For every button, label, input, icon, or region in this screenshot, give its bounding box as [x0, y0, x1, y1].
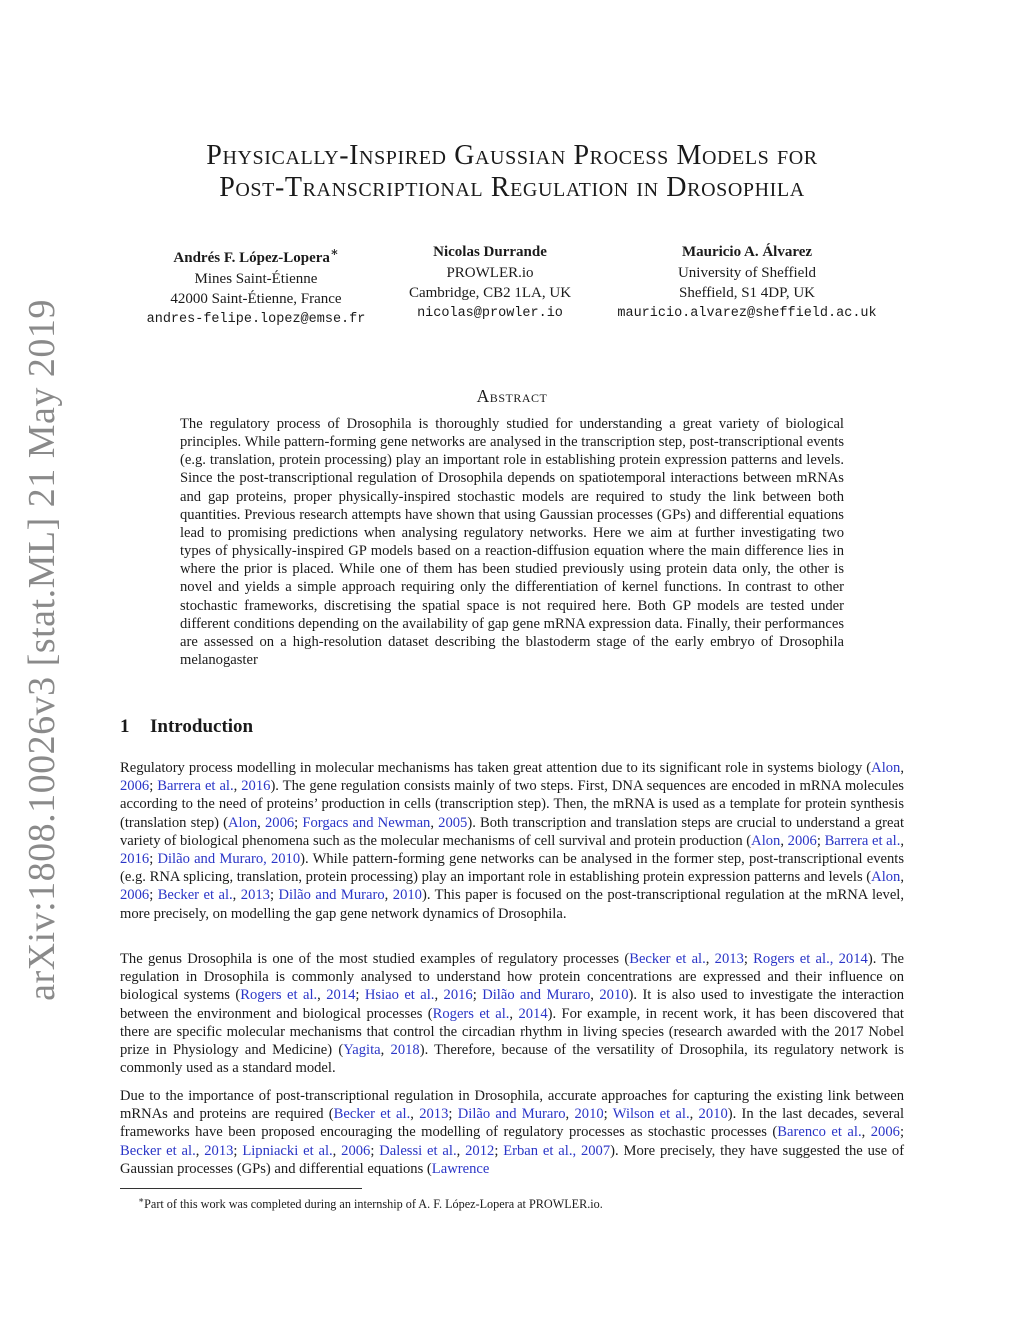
citation-link[interactable]: 2013: [204, 1142, 234, 1159]
citation-link[interactable]: 2012: [465, 1142, 495, 1159]
arxiv-stamp: [14, 299, 70, 1001]
citation-link[interactable]: 2006: [870, 1124, 900, 1141]
citation-link[interactable]: Rogers et al.: [432, 1005, 510, 1022]
citation-link[interactable]: Barrera et al.: [157, 778, 234, 795]
author-address: Sheffield, S1 4DP, UK: [679, 285, 815, 301]
section-heading: [120, 716, 253, 738]
citation-link[interactable]: Dilão and Muraro, 2010: [157, 851, 301, 868]
author-name: Mauricio A. Álvarez: [681, 244, 813, 260]
citation-link[interactable]: 2006: [264, 814, 295, 831]
citation-link[interactable]: Rogers et al., 2014: [753, 951, 868, 967]
citation-link[interactable]: 2006: [341, 1142, 371, 1159]
citation-link[interactable]: Yagita: [343, 1042, 381, 1059]
citation-link[interactable]: 2005: [438, 814, 468, 831]
citation-link[interactable]: Lawrence: [431, 1160, 490, 1177]
footnote-divider: [120, 1188, 362, 1189]
citation-link[interactable]: Becker et al.: [333, 1106, 411, 1123]
footnote: [138, 1193, 603, 1212]
arxiv-id: arXiv:1808.10026v3 [stat.ML] 21 May 2019: [21, 299, 63, 1001]
author-address: Cambridge, CB2 1LA, UK: [408, 285, 572, 301]
citation-link[interactable]: 2013: [419, 1106, 449, 1123]
citation-link[interactable]: 2014: [326, 987, 356, 1004]
title-line-2: Post-Transcriptional Regulation in Drosophila: [219, 172, 805, 203]
citation-link[interactable]: Dilão and Muraro: [457, 1106, 566, 1123]
citation-link[interactable]: 2010: [698, 1106, 728, 1123]
citation-link[interactable]: Forgacs and Newman: [302, 814, 431, 831]
citation-link[interactable]: 2010: [392, 887, 422, 904]
section-number: 1: [120, 716, 130, 737]
abstract-heading: Abstract: [476, 386, 548, 406]
citation-link[interactable]: 2018: [390, 1042, 420, 1059]
citation-link[interactable]: Alon: [751, 832, 781, 849]
citation-link[interactable]: Dilão and Muraro: [482, 987, 591, 1004]
citation-link[interactable]: 2013: [714, 951, 744, 967]
title-line-1: Physically-Inspired Gaussian Process Models for: [206, 140, 818, 171]
citation-link[interactable]: 2010: [599, 987, 629, 1004]
citation-link[interactable]: Alon: [871, 869, 901, 886]
citation-link[interactable]: Rogers et al.: [240, 987, 318, 1004]
citation-link[interactable]: 2006: [120, 887, 150, 904]
citation-link[interactable]: Alon: [871, 760, 901, 776]
citation-link[interactable]: Dalessi et al.: [379, 1142, 457, 1159]
author-block-1: [138, 242, 374, 330]
abstract-text: The regulatory process of Drosophila is thoroughly studied for understanding a great variety of biological principles. While pattern-forming gene networks are analysed in the transcription step, post-transcriptional events (e.g. translation, protein processing) play an important role in establishing protein expression patterns and levels. Since the post-transcriptional regulation of Drosophila depends on spatiotemporal interactions between mRNAs and gap proteins, proper physically-inspired stochastic models are required to study the link between both quantities. Previous research attempts have shown that using Gaussian processes (GPs) and differential equations lead to promising predictions when analysing regulatory networks. Here we aim at further investigating two types of physically-inspired GP models based on a reaction-diffusion equation where the main difference lies in where the prior is placed. While one of them has been studied previously using protein data only, the other is novel and yields a simple approach requiring only the differentiation of kernel functions. In contrast to other stochastic frameworks, discretising the spatial space is not required here. Both GP models are tested under different conditions depending on the availability of gap gene mRNA expression data. Finally, their performances are assessed on a high-resolution dataset describing the blastoderm stage of the early embryo of Drosophila melanogaster: [180, 416, 844, 669]
section-title: Introduction: [150, 716, 254, 737]
author-email[interactable]: nicolas@prowler.io: [417, 305, 563, 321]
citation-link[interactable]: Hsiao et al.: [364, 987, 435, 1004]
citation-link[interactable]: 2006: [120, 778, 150, 795]
citation-link[interactable]: 2006: [787, 832, 817, 849]
paper-title: [120, 140, 904, 204]
author-block-2: [392, 242, 588, 324]
author-affiliation: Mines Saint-Étienne: [194, 270, 318, 287]
citation-link[interactable]: Dilão and Muraro: [278, 887, 385, 904]
citation-link[interactable]: Lipniacki et al.: [242, 1142, 333, 1159]
citation-link[interactable]: 2010: [574, 1106, 604, 1123]
citation-link[interactable]: Becker et al.: [120, 1142, 196, 1159]
author-email[interactable]: mauricio.alvarez@sheffield.ac.uk: [617, 305, 877, 321]
citation-link[interactable]: 2016: [241, 778, 271, 795]
citation-link[interactable]: Barenco et al.: [777, 1124, 862, 1141]
intro-paragraph-3: Due to the importance of post-transcriptional regulation in Drosophila, accurate approaches for capturing the existing link between mRNAs and proteins are required (Becker et al., 2013; Dilão and Muraro, 2010; Wilson et al., 2010). In the last decades, several frameworks have been proposed encouraging the modelling of regulatory processes as stochastic processes (Barenco et al., 2006; Becker et al., 2013; Lipniacki et al., 2006; Dalessi et al., 2012; Erban et al., 2007). More precisely, they have suggested the use of Gaussian processes (GPs) and differential equations (Lawrence: [120, 1088, 905, 1177]
author-affiliation: PROWLER.io: [446, 264, 534, 281]
citation-link[interactable]: 2016: [120, 851, 150, 868]
author-name: Nicolas Durrande: [433, 244, 547, 260]
intro-paragraph-2: The genus Drosophila is one of the most studied examples of regulatory processes (Becker et al., 2013; Rogers et al., 2014). The regulation in Drosophila is commonly analysed to understand how protein concentrations are expressed and their influence on biological systems (Rogers et al., 2014; Hsiao et al., 2016; Dilão and Muraro, 2010). It is also used to investigate the interaction between the environment and biological processes (Rogers et al., 2014). For example, in recent work, it has been discovered that there are specific molecular mechanisms that control the circadian rhythm in living species (research awarded with the 2017 Nobel prize in Physiology and Medicine) (Yagita, 2018). Therefore, because of the versatility of Drosophila, its regulatory network is commonly used as a standard model.: [120, 951, 905, 1077]
footnote-mark: ∗: [138, 1195, 145, 1205]
citation-link[interactable]: Barrera et al.: [824, 832, 901, 849]
author-email[interactable]: andres-felipe.lopez@emse.fr: [146, 311, 366, 327]
author-affiliation: University of Sheffield: [677, 264, 817, 281]
citation-link[interactable]: Becker et al.: [157, 887, 233, 904]
author-address: 42000 Saint-Étienne, France: [170, 291, 342, 307]
citation-link[interactable]: Alon: [227, 814, 258, 831]
citation-link[interactable]: Becker et al.: [629, 951, 706, 967]
citation-link[interactable]: Erban et al., 2007: [503, 1142, 611, 1159]
author-name: Andrés F. López-Lopera∗: [173, 245, 339, 266]
intro-paragraph-1: Regulatory process modelling in molecular mechanisms has taken great attention due to its significant role in systems biology (Alon, 2006; Barrera et al., 2016). The gene regulation consists mainly of two steps. First, DNA sequences are encoded in mRNA molecules according to the need of proteins’ production in cells (transcription step). Then, the mRNA is used as a template for protein synthesis (translation step) (Alon, 2006; Forgacs and Newman, 2005). Both transcription and translation steps are crucial to understand a great variety of biological phenomena such as the molecular mechanisms of cell survival and protein production (Alon, 2006; Barrera et al., 2016; Dilão and Muraro, 2010). While pattern-forming gene networks can be analysed in the former step, post-transcriptional events (e.g. RNA splicing, translation, protein processing) play an important role in establishing protein expression patterns and levels (Alon, 2006; Becker et al., 2013; Dilão and Muraro, 2010). This paper is focused on the post-transcriptional regulation at the mRNA level, more precisely, on modelling the gap gene network dynamics of Drosophila.: [120, 760, 905, 922]
author-block-3: [600, 242, 894, 324]
citation-link[interactable]: 2013: [240, 887, 270, 904]
citation-link[interactable]: 2016: [443, 987, 473, 1004]
footnote-text: Part of this work was completed during an internship of A. F. López-Lopera at PROWLER.io.: [144, 1197, 603, 1212]
citation-link[interactable]: 2014: [518, 1005, 548, 1022]
citation-link[interactable]: Wilson et al.: [612, 1106, 690, 1123]
